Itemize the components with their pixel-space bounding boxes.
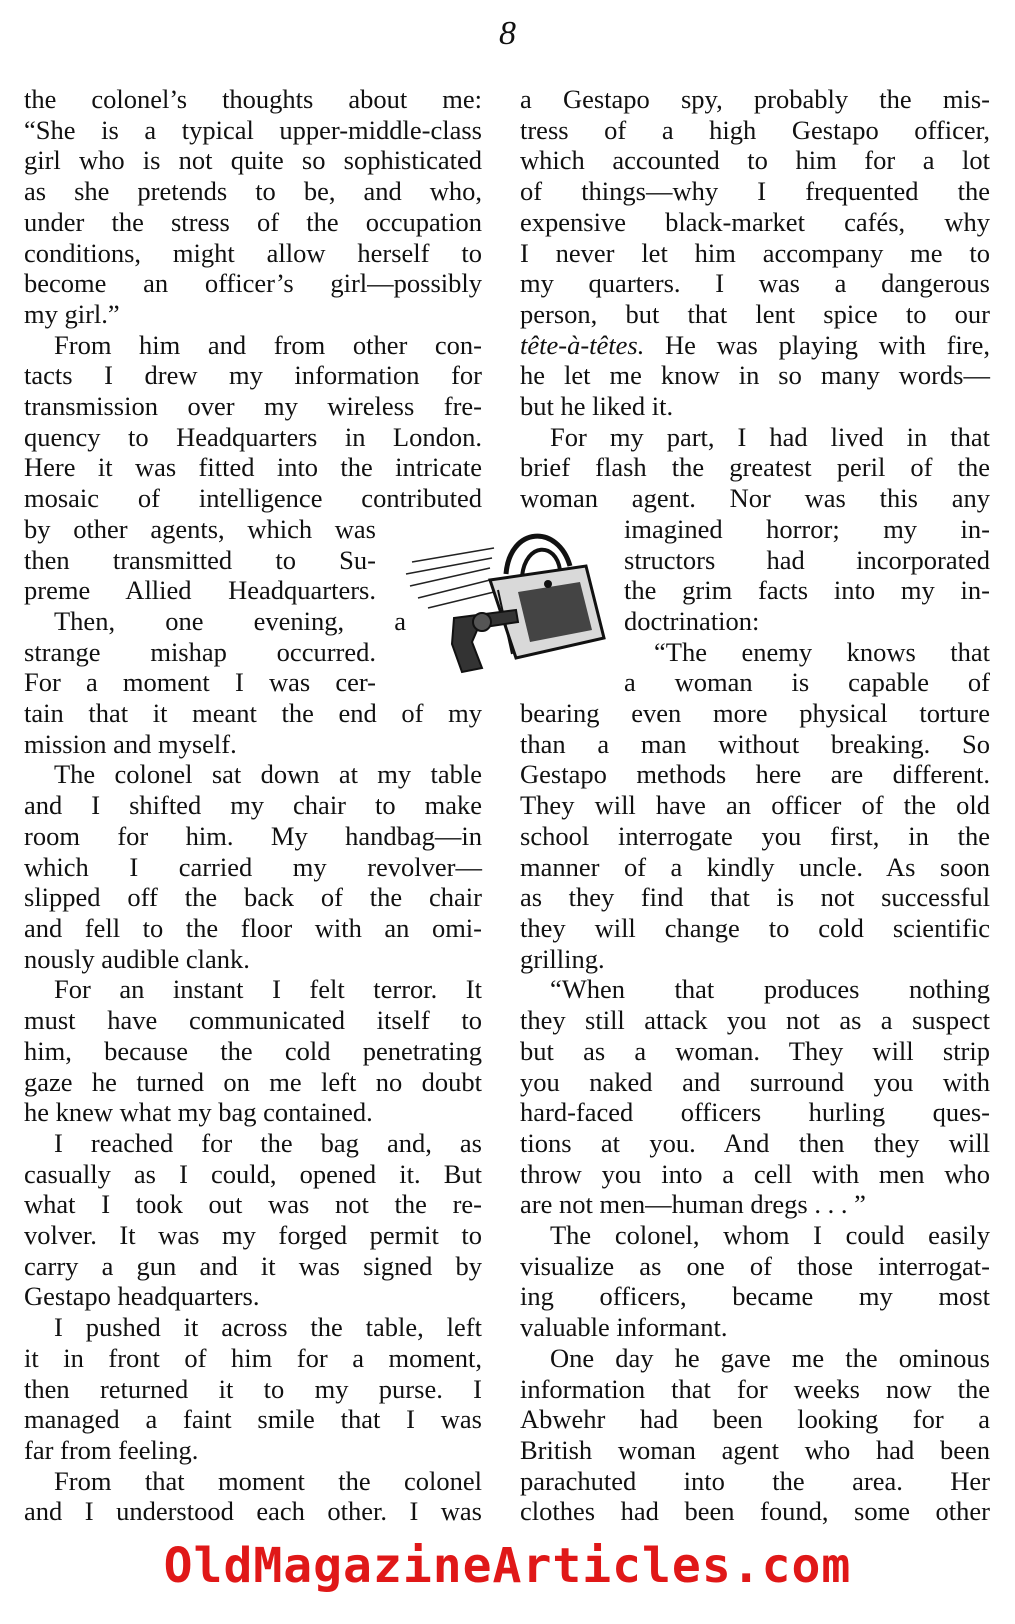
text-line: which accounted to him for a lot [520,145,990,176]
text-line: casually as I could, opened it. But [24,1158,482,1189]
text-line: as she pretends to be, and who, [24,176,482,207]
text-line: For an instant I felt terror. It [54,974,482,1005]
text-line: school interrogate you first, in the [520,820,990,851]
text-line: you naked and surround you with [520,1066,990,1097]
text-line: him, because the cold penetrating [24,1035,482,1066]
text-line: my quarters. I was a dangerous [520,268,990,299]
text-line: grilling. [520,943,605,974]
text-line: Gestapo methods here are different. [520,759,990,790]
text-line: For a moment I was cer- [24,667,376,698]
text-line: are not men—human dregs . . . ” [520,1189,866,1220]
text-line: visualize as one of those interrogat- [520,1250,990,1281]
text-line: my girl.” [24,298,120,329]
text-line: the grim facts into my in- [624,575,990,606]
text-line: woman agent. Nor was this any [520,483,990,514]
text-line: far from feeling. [24,1434,199,1465]
text-line: managed a faint smile that I was [24,1404,482,1435]
text-line: expensive black-market cafés, why [520,206,990,237]
text-line: Here it was fitted into the intricate [24,452,482,483]
text-line: under the stress of the occupation [24,206,482,237]
text-line: they still attack you not as a suspect [520,1005,990,1036]
page-number: 8 [499,15,516,52]
text-line: by other agents, which was [24,513,376,544]
text-line: conditions, might allow herself to [24,237,482,268]
text-line: become an officer’s girl—possibly [24,268,482,299]
text-line: I pushed it across the table, left [54,1312,482,1343]
text-line: “When that produces nothing [550,974,990,1005]
text-line: nously audible clank. [24,943,250,974]
text-line: room for him. My handbag—in [24,820,482,851]
text-line: From that moment the colonel [54,1465,482,1496]
text-line: tress of a high Gestapo officer, [520,114,990,145]
text-line: gaze he turned on me left no doubt [24,1066,482,1097]
text-line: what I took out was not the re- [24,1189,482,1220]
text-line: The colonel, whom I could easily [550,1220,990,1251]
text-line: valuable informant. [520,1312,728,1343]
text-line: ing officers, became my most [520,1281,990,1312]
text-line: imagined horror; my in- [624,513,990,544]
text-line: then transmitted to Su- [24,544,376,575]
text-line: “She is a typical upper-middle-class [24,114,482,145]
text-line: carry a gun and it was signed by [24,1250,482,1281]
text-line: then returned it to my purse. I [24,1373,482,1404]
text-line: tain that it meant the end of my [24,698,482,729]
text-line: clothes had been found, some other [520,1496,990,1527]
text-line: but as a woman. They will strip [520,1035,990,1066]
text-line: tacts I drew my information for [24,360,482,391]
text-line: and I understood each other. I was [24,1496,482,1527]
revolver-icon [452,610,518,672]
italic-phrase: tête-à-têtes. [520,329,645,360]
text-line: he knew what my bag contained. [24,1097,373,1128]
left-column [24,84,482,1527]
text-line: I never let him accompany me to [520,237,990,268]
text-line: Gestapo headquarters. [24,1281,260,1312]
handbag-revolver-illustration [398,518,638,678]
text-line: throw you into a cell with men who [520,1158,990,1189]
text-line: than a man without breaking. So [520,728,990,759]
text-line: One day he gave me the ominous [550,1342,990,1373]
text-line: parachuted into the area. Her [520,1465,990,1496]
text-line: quency to Headquarters in London. [24,421,482,452]
text-line: of things—why I frequented the [520,176,990,207]
text-line: I reached for the bag and, as [54,1127,482,1158]
text-line: They will have an officer of the old [520,790,990,821]
text-line: the colonel’s thoughts about me: [24,84,482,114]
text-line: but he liked it. [520,391,674,422]
text-line: hard-faced officers hurling ques- [520,1097,990,1128]
text-line: doctrination: [624,605,760,636]
text-line: volver. It was my forged permit to [24,1220,482,1251]
text-line: they will change to cold scientific [520,912,990,943]
text-line: must have communicated itself to [24,1005,482,1036]
text-line: information that for weeks now the [520,1373,990,1404]
text-line: bearing even more physical torture [520,698,990,729]
text-line: slipped off the back of the chair [24,882,482,913]
text-line: The colonel sat down at my table [54,759,482,790]
text-line: as they find that is not successful [520,882,990,913]
text-line: person, but that lent spice to our [520,298,990,329]
text-line: girl who is not quite so sophisticated [24,145,482,176]
text-line: tions at you. And then they will [520,1127,990,1158]
text-line: mosaic of intelligence contributed [24,483,482,514]
text-line: For my part, I had lived in that [550,421,990,452]
text-line: which I carried my revolver— [24,851,482,882]
text-line: and I shifted my chair to make [24,790,482,821]
text-line: he let me know in so many words— [520,360,990,391]
text-line: it in front of him for a moment, [24,1342,482,1373]
text-line: strange mishap occurred. [24,636,376,667]
text-line: Then, one evening, a [54,605,406,636]
text-line: mission and myself. [24,728,237,759]
text-line: preme Allied Headquarters. [24,575,376,606]
text-line: a woman is capable of [624,667,990,698]
text-line: tête-à-têtes. He was playing with fire, [520,329,990,360]
text-line: Abwehr had been looking for a [520,1404,990,1435]
text-line: transmission over my wireless fre- [24,391,482,422]
text-line: manner of a kindly uncle. As soon [520,851,990,882]
text-line: a Gestapo spy, probably the mis- [520,84,990,114]
text-line: structors had incorporated [624,544,990,575]
site-watermark: OldMagazineArticles.com [163,1538,852,1594]
text-line: British woman agent who had been [520,1434,990,1465]
text-line: “The enemy knows that [654,636,990,667]
text-line: brief flash the greatest peril of the [520,452,990,483]
text-line: and fell to the floor with an omi- [24,912,482,943]
text-line: From him and from other con- [54,329,482,360]
right-column [520,84,990,1527]
motion-lines [406,548,494,608]
